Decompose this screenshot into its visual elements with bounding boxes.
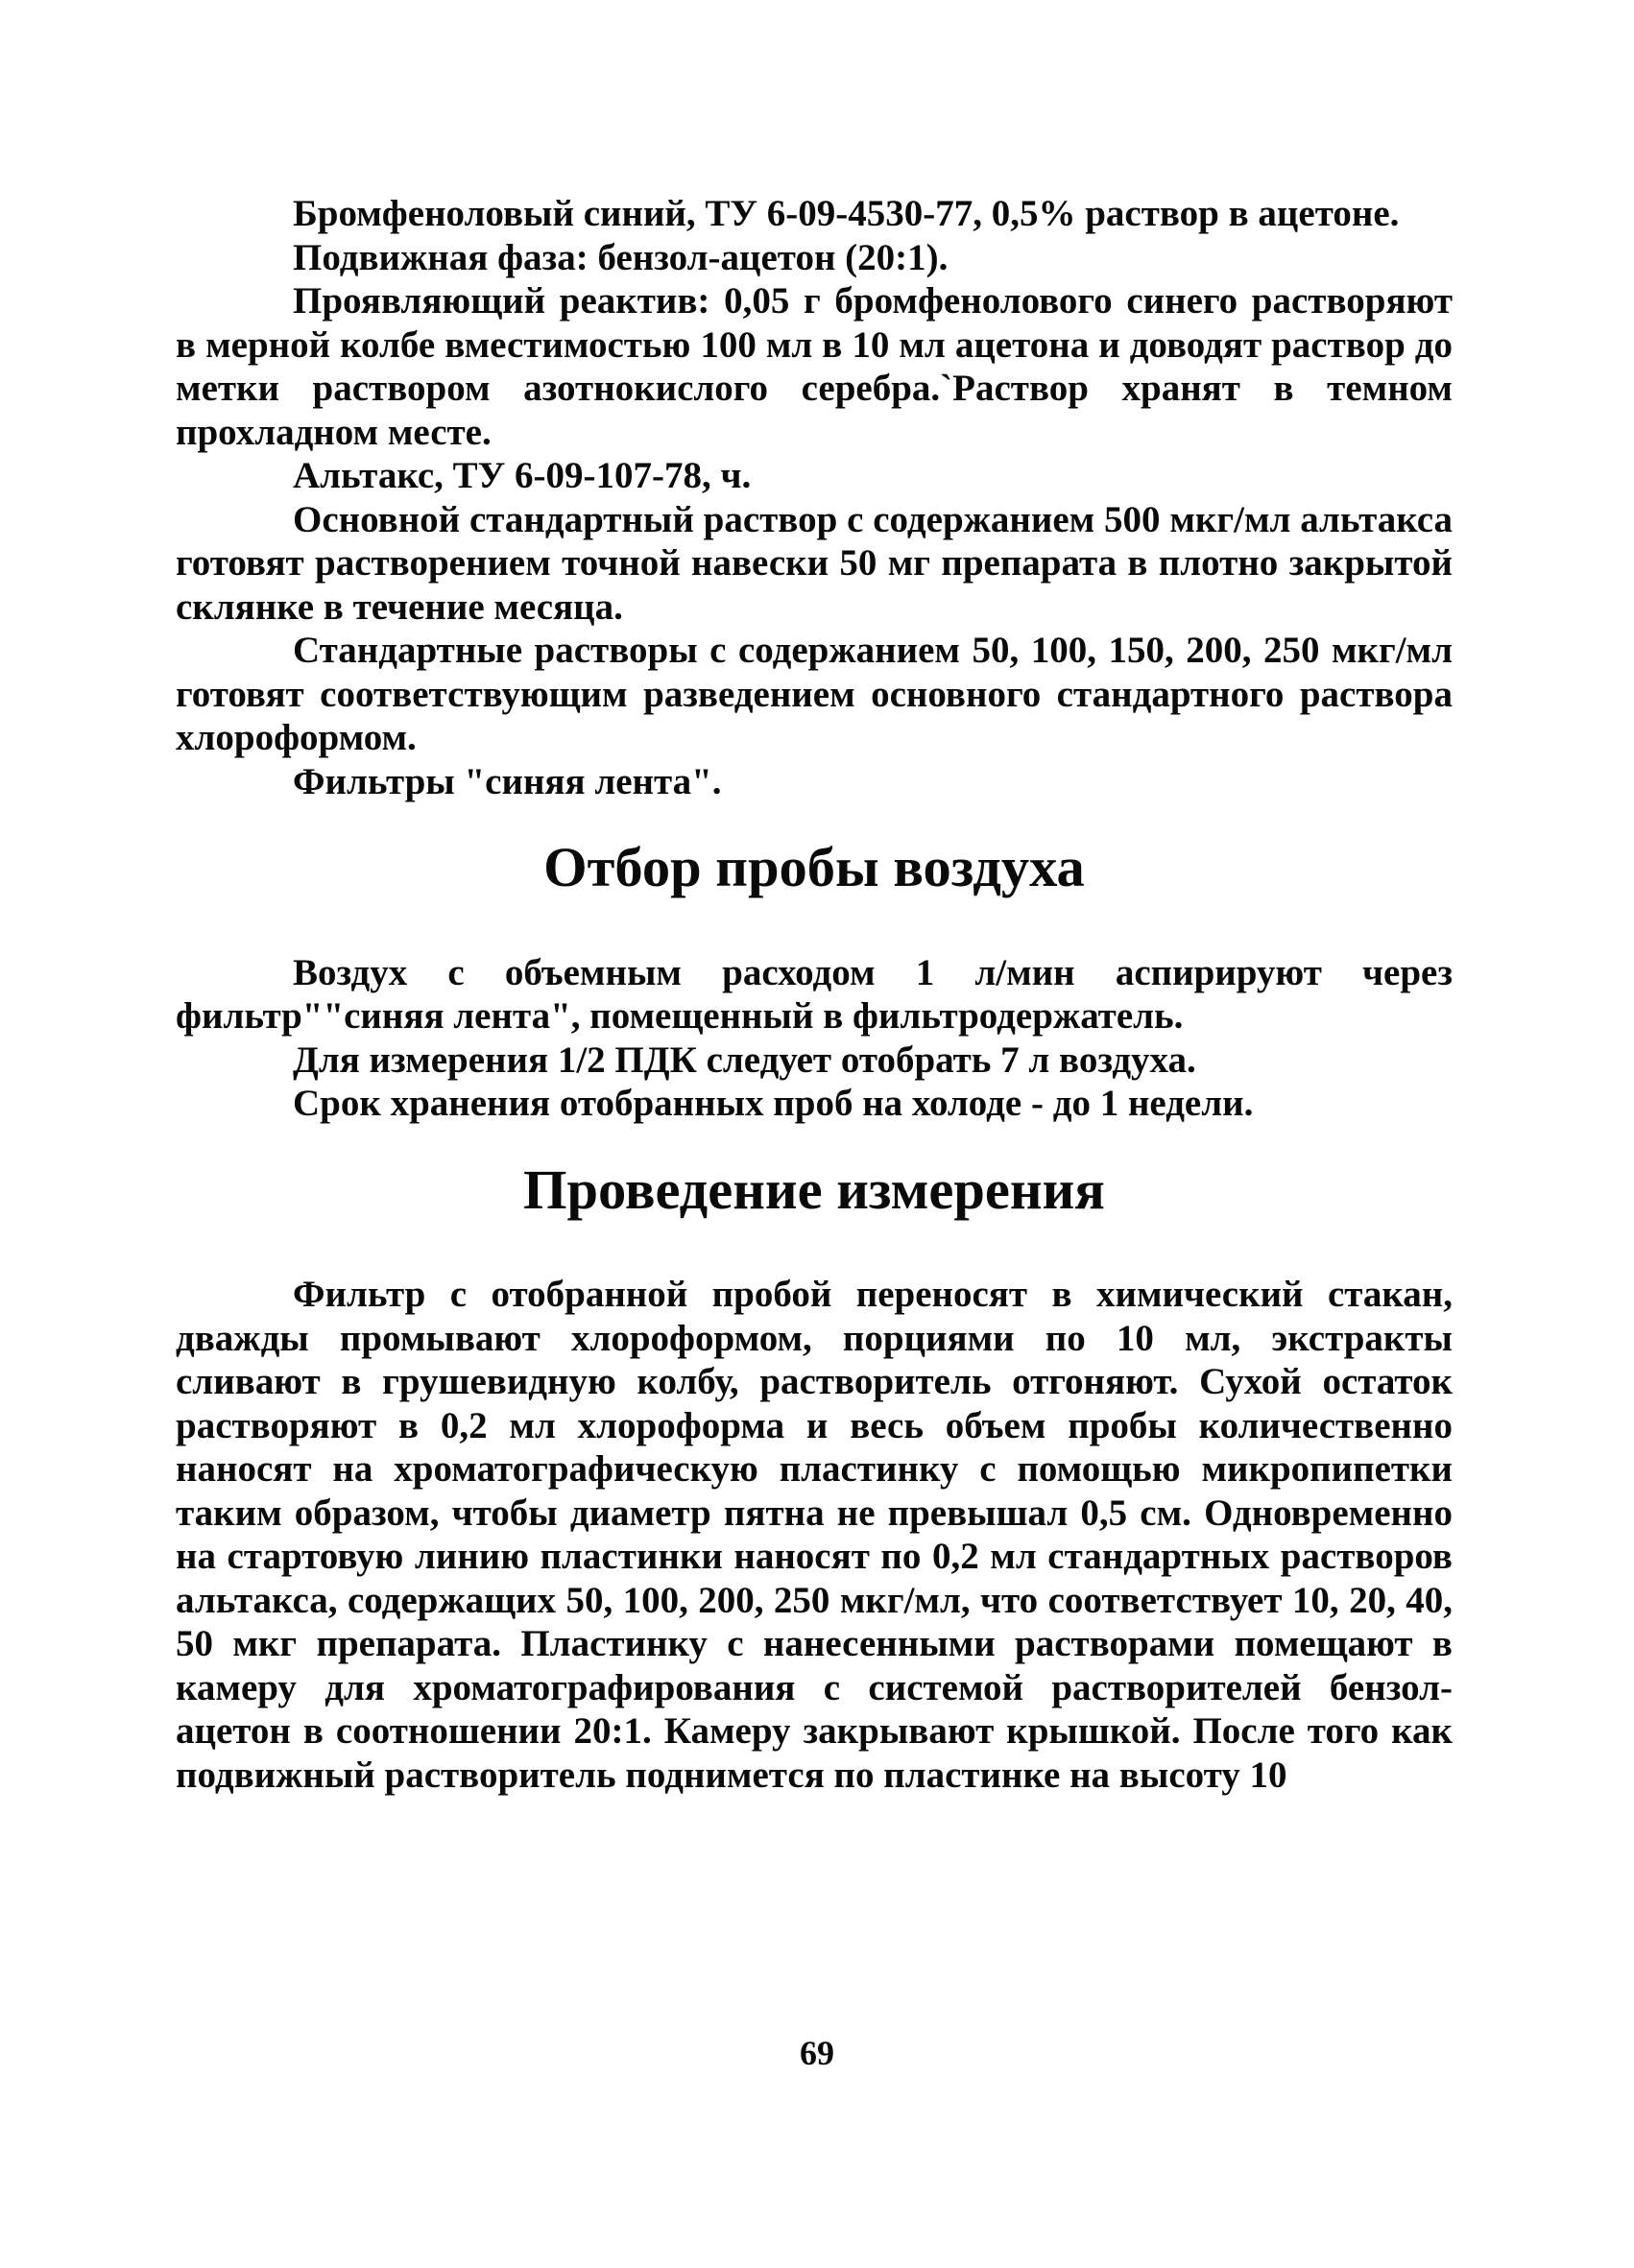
document-page [176, 192, 1453, 1797]
filters-note: Фильтры "синяя лента". [293, 760, 722, 802]
stock-standard-solution: Основной стандартный раствор с содержанием 500 мкг/мл альтакса готовят растворением точной навески 50 мг препарата в плотно закрытой склянке в течение месяца. [176, 498, 1453, 628]
section-heading-measurement: Проведение измерения [523, 1158, 1105, 1221]
air-volume-paragraph: Для измерения 1/2 ПДК следует отобрать 7 л воздуха. [293, 1039, 1196, 1081]
page-number: 69 [800, 2034, 834, 2072]
reagent-bromphenol-blue: Бромфеноловый синий, ТУ 6-09-4530-77, 0,5% раствор в ацетоне. [293, 193, 1400, 234]
storage-paragraph: Срок хранения отобранных проб на холоде - до 1 недели. [293, 1083, 1254, 1124]
section-heading-air-sampling: Отбор пробы воздуха [543, 836, 1085, 898]
working-standard-solutions: Стандартные растворы с содержанием 50, 100, 150, 200, 250 мкг/мл готовят соответствующим разведением основного стандартного раствора хлороформом. [176, 630, 1453, 758]
mobile-phase: Подвижная фаза: бензол-ацетон (20:1). [293, 236, 949, 278]
measurement-paragraph: Фильтр с отобранной пробой переносят в химический стакан, дважды промывают хлороформом, порциями по 10 мл, экстракты сливают в грушевидную колбу, растворитель отгоняют. Сухой остаток растворяют в 0,2 мл хлороформа и весь объем пробы количественно наносят на хроматографическую пластинку с помощью микропипетки таким образом, чтобы диаметр пятна не превышал 0,5 см. Одновременно на стартовую линию пластинки наносят по 0,2 мл стандартных растворов альтакса, содержащих 50, 100, 200, 250 мкг/мл, что соответствует 10, 20, 40, 50 мкг препарата. Пластинку с нанесенными растворами помещают в камеру для хроматографирования с системой растворителей бензол-ацетон в соотношении 20:1. Камеру закрывают крышкой. После того как подвижный растворитель поднимется по пластинке на высоту 10 [176, 1274, 1453, 1796]
air-sampling-paragraph: Воздух с объемным расходом 1 л/мин аспирируют через фильтр""синяя лента", помещенный в фильтродержатель. [176, 951, 1453, 1037]
developing-reagent: Проявляющий реактив: 0,05 г бромфенолового синего растворяют в мерной колбе вместимостью 100 мл в 10 мл ацетона и доводят раствор до метки раствором азотнокислого серебра.`Раствор хранят в темном прохладном месте. [176, 280, 1453, 453]
altax-reagent: Альтакс, ТУ 6-09-107-78, ч. [293, 455, 752, 496]
